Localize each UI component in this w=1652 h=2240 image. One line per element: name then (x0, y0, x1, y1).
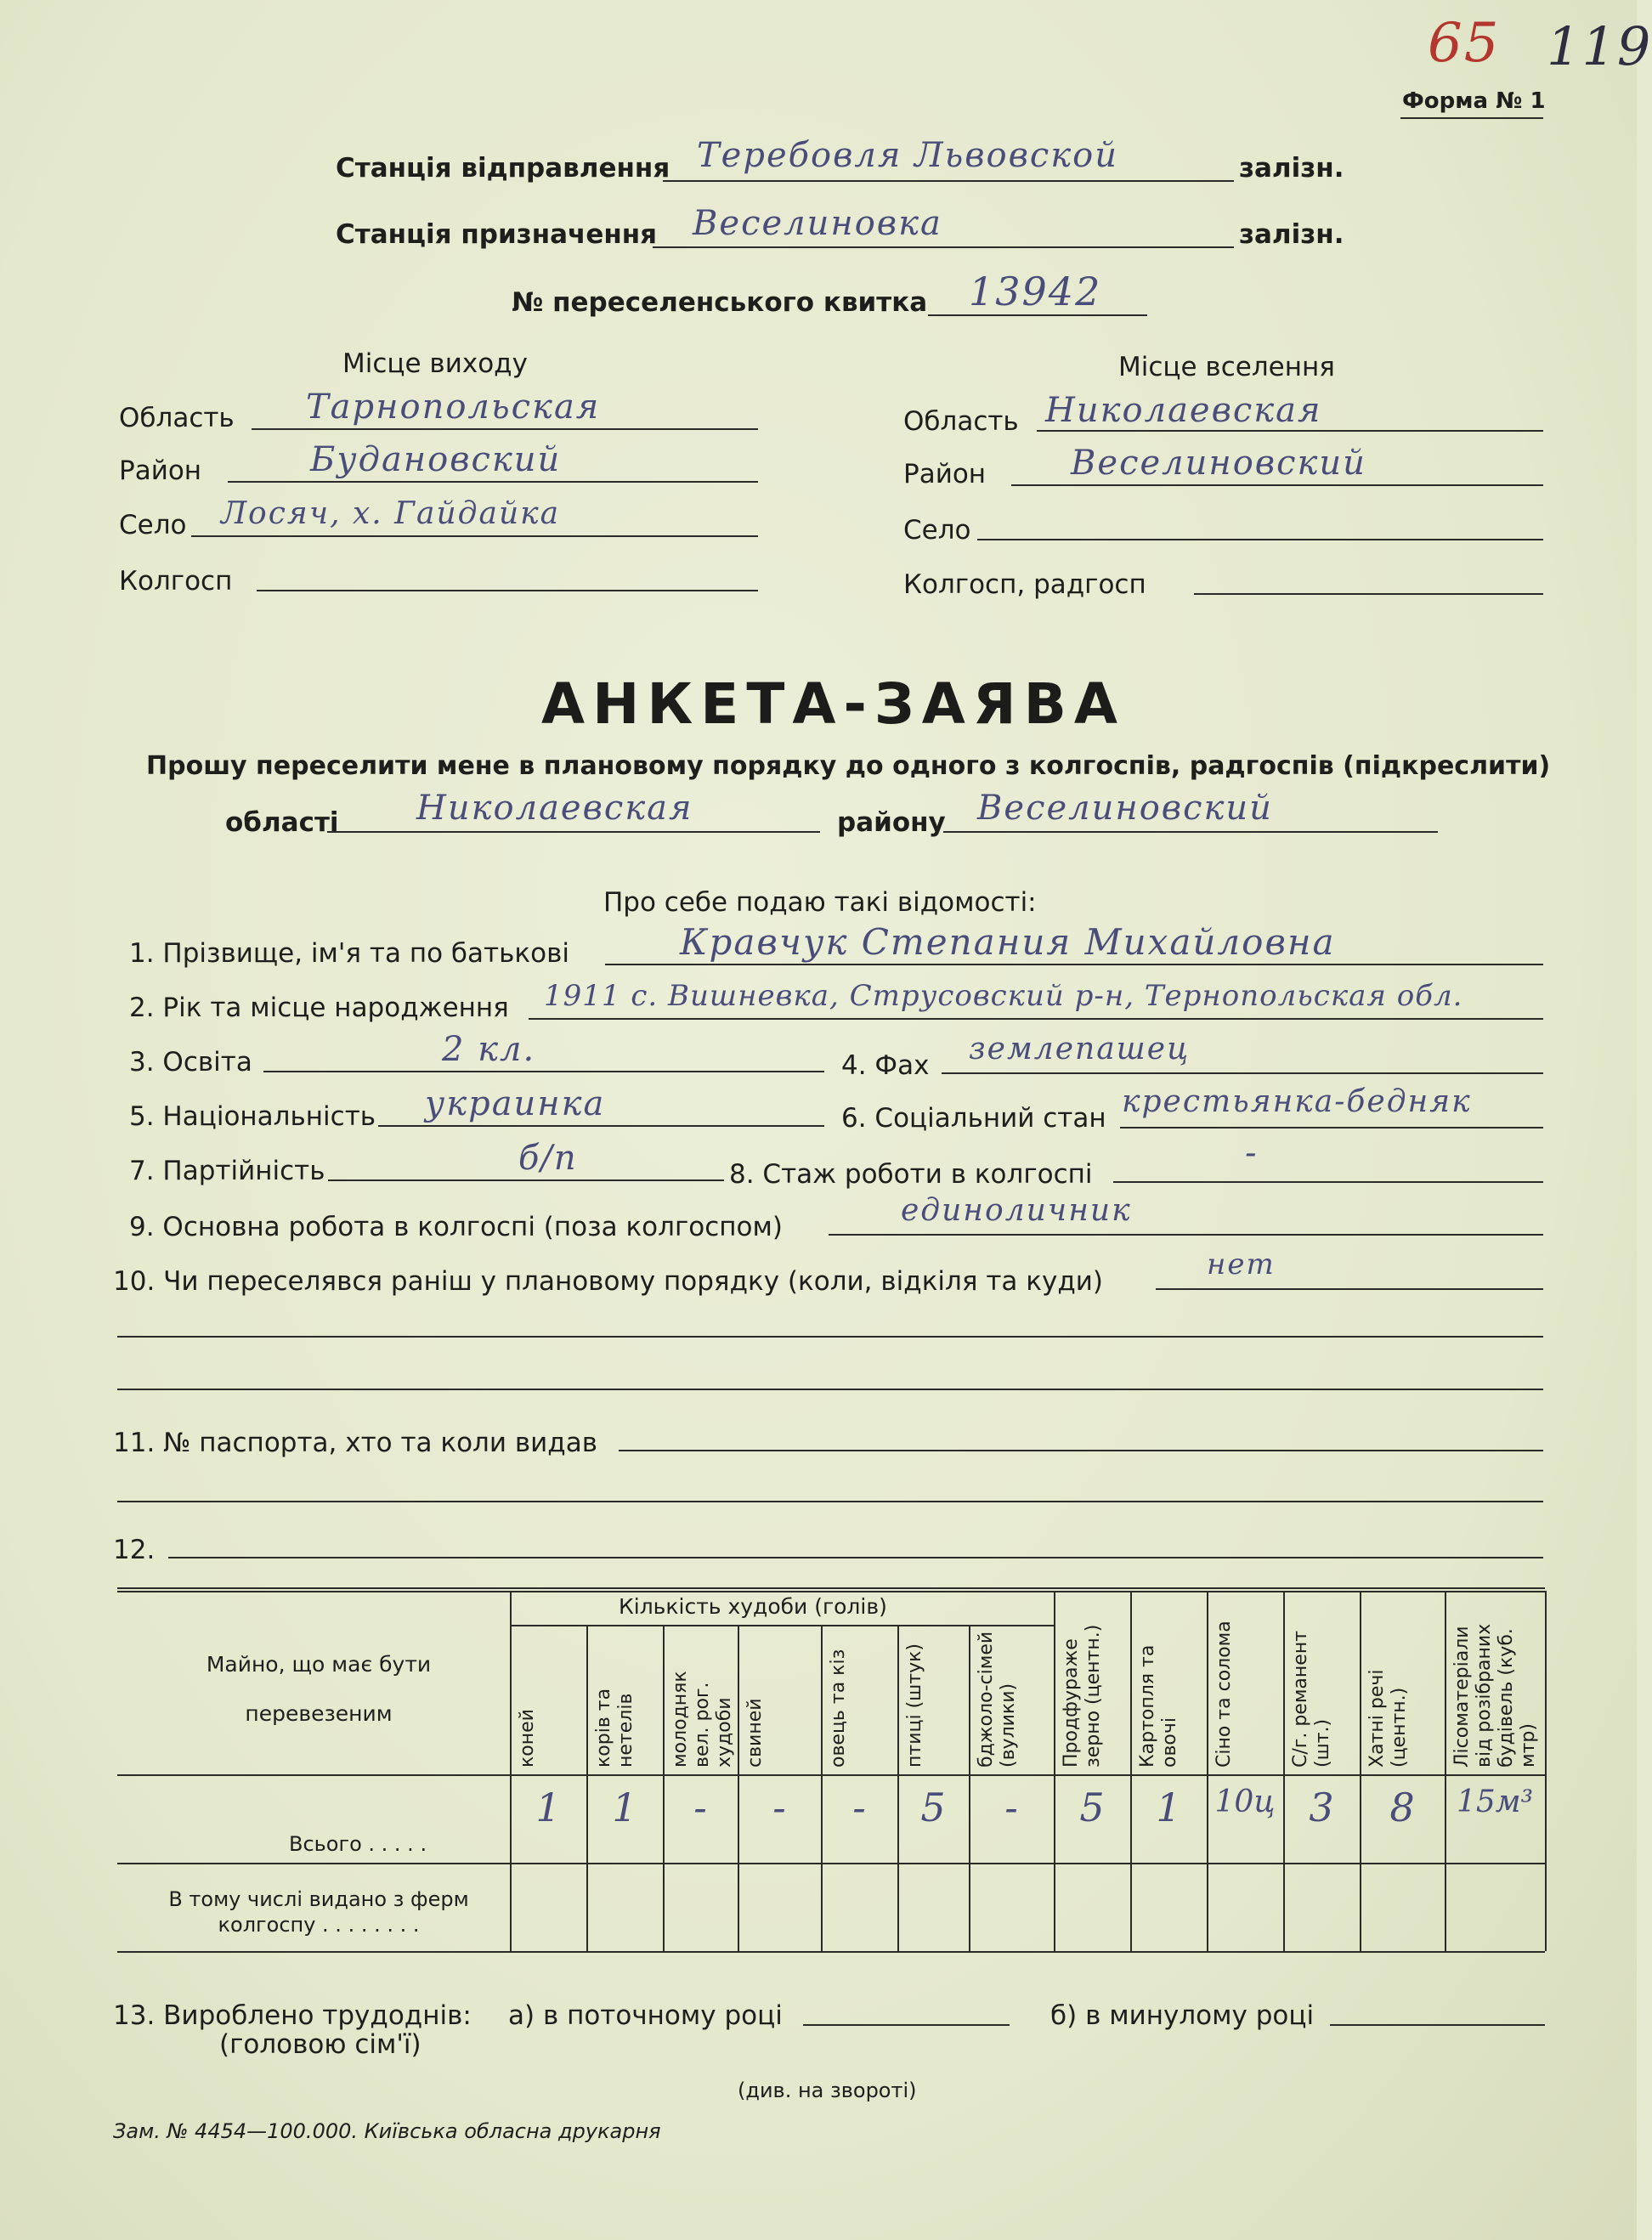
table-column-divider (1207, 1591, 1208, 1951)
origin-selo-value: Лосяч, х. Гайдайка (221, 496, 561, 531)
destination-station-value: Веселиновка (693, 204, 942, 243)
table-column-divider (1545, 1591, 1547, 1951)
table-column-header: свиней (744, 1698, 766, 1768)
livestock-header: Кількість худоби (голів) (619, 1594, 887, 1619)
see-back-note: (див. на звороті) (738, 2079, 917, 2102)
origin-heading: Місце виходу (342, 348, 528, 379)
form-title: АНКЕТА-ЗАЯВА (541, 671, 1126, 737)
rail-label-1: залізн. (1239, 153, 1344, 184)
q3-label: 3. Освіта (129, 1047, 252, 1078)
q1-value: Кравчук Степания Михайловна (680, 921, 1336, 963)
table-column-divider (1283, 1591, 1285, 1951)
rail-label-2: залізн. (1239, 219, 1344, 250)
table-column-header: бджоло-сімей (вулики) (976, 1631, 1019, 1768)
origin-raion-value: Будановский (310, 440, 562, 479)
request-oblast-value: Николаевская (416, 789, 693, 828)
q9-label: 9. Основна робота в колгоспі (поза колгоспом) (129, 1212, 783, 1242)
destination-raion-label: Район (903, 459, 987, 489)
farm-label: В тому числі видано з ферм колгоспу . . . . . . . . (168, 1887, 469, 1937)
q10-label: 10. Чи переселявся раніш у плановому порядку (коли, відкіля та куди) (113, 1266, 1103, 1297)
origin-raion-label: Район (119, 455, 202, 486)
destination-heading: Місце вселення (1118, 352, 1335, 382)
origin-oblast-label: Область (119, 403, 235, 433)
table-total-cell: 5 (920, 1785, 946, 1830)
destination-kolhosp-label: Колгосп, радгосп (903, 569, 1146, 600)
request-text: Прошу переселити мене в плановому порядку до одного з колгоспів, радгоспів (підкреслити) (146, 751, 1551, 781)
ticket-number-label: № переселенського квитка (512, 287, 928, 318)
table-column-divider (1130, 1591, 1132, 1951)
table-column-header: коней (517, 1709, 538, 1768)
destination-raion-value: Веселиновский (1071, 444, 1366, 483)
workdays-previous-label: б) в минулому році (1050, 2000, 1315, 2031)
table-column-divider (510, 1591, 512, 1951)
q7-value: б/п (518, 1139, 578, 1178)
destination-selo-label: Село (903, 515, 971, 546)
q2-value: 1911 с. Вишневка, Струсовский р-н, Тернопольская обл. (544, 979, 1463, 1013)
q7-label: 7. Партійність (129, 1156, 325, 1186)
q12-label: 12. (113, 1535, 156, 1565)
q6-label: 6. Соціальний стан (841, 1103, 1106, 1134)
about-heading: Про себе подаю такі відомості: (603, 887, 1037, 918)
q8-value: - (1245, 1134, 1259, 1173)
table-total-cell: 3 (1309, 1785, 1334, 1830)
request-raion-label: району (837, 807, 946, 838)
request-oblast-label: області (225, 807, 339, 838)
table-column-divider (1445, 1591, 1446, 1951)
total-label: Всього . . . . . (289, 1832, 427, 1856)
table-total-cell: 1 (535, 1785, 561, 1830)
request-raion-value: Веселиновский (977, 789, 1273, 828)
q10-value: нет (1207, 1247, 1276, 1281)
origin-oblast-value: Тарнопольская (306, 387, 601, 427)
table-column-header: С/г. реманент (шт.) (1290, 1630, 1333, 1768)
workdays-label: 13. Вироблено трудоднів: (113, 2000, 472, 2031)
q3-value: 2 кл. (442, 1030, 536, 1069)
destination-oblast-value: Николаевская (1045, 391, 1322, 430)
q9-value: единоличник (901, 1193, 1132, 1228)
table-total-cell: 1 (612, 1785, 637, 1830)
destination-oblast-label: Область (903, 406, 1019, 437)
table-column-header: корів та нетелів (593, 1688, 636, 1768)
origin-selo-label: Село (119, 510, 187, 540)
print-info: Зам. № 4454—100.000. Київська обласна друкарня (113, 2119, 661, 2143)
table-total-cell: - (772, 1785, 786, 1830)
property-label: Майно, що має бути перевезеним (206, 1652, 432, 1726)
table-total-cell: 15м³ (1456, 1785, 1534, 1819)
table-total-cell: 5 (1079, 1785, 1105, 1830)
table-total-cell: - (1004, 1785, 1018, 1830)
departure-station-label: Станція відправлення (336, 153, 670, 184)
q11-label: 11. № паспорта, хто та коли видав (113, 1428, 597, 1458)
table-total-cell: - (693, 1785, 707, 1830)
table-column-header: Продфураже зерно (центн.) (1061, 1624, 1104, 1768)
archive-number-black: 119 (1547, 15, 1652, 77)
q6-value: крестьянка-бедняк (1122, 1084, 1472, 1119)
q5-label: 5. Національність (129, 1101, 376, 1132)
table-column-header: птиці (штук) (904, 1643, 925, 1768)
table-column-header: Сіно та солома (1214, 1621, 1235, 1768)
form-number-label: Форма № 1 (1402, 88, 1546, 114)
q4-value: землепашец (969, 1032, 1191, 1066)
table-total-cell: - (852, 1785, 866, 1830)
table-column-divider (1360, 1591, 1361, 1951)
q5-value: украинка (425, 1084, 606, 1123)
table-column-header: Лісоматеріали від розібраних будівель (куб. мтр) (1451, 1623, 1539, 1768)
table-column-header: молодняк вел. рог. худоби (670, 1671, 735, 1768)
workdays-current-label: а) в поточному році (508, 2000, 783, 2031)
workdays-sub: (головою сім'ї) (219, 2029, 421, 2060)
table-column-divider (1054, 1591, 1055, 1951)
archive-number-red: 65 (1428, 12, 1501, 75)
departure-station-value: Теребовля Львовской (697, 136, 1119, 175)
table-total-cell: 1 (1156, 1785, 1181, 1830)
table-column-header: Хатні речі (центн.) (1366, 1669, 1410, 1768)
q8-label: 8. Стаж роботи в колгоспі (729, 1159, 1093, 1190)
origin-kolhosp-label: Колгосп (119, 566, 233, 597)
q1-label: 1. Прізвище, ім'я та по батькові (129, 938, 569, 969)
table-column-header: Картопля та овочі (1137, 1644, 1180, 1768)
q4-label: 4. Фах (841, 1050, 930, 1081)
q2-label: 2. Рік та місце народження (129, 993, 509, 1023)
table-total-cell: 10ц (1214, 1785, 1276, 1819)
table-total-cell: 8 (1389, 1785, 1415, 1830)
destination-station-label: Станція призначення (336, 219, 658, 250)
ticket-number-value: 13942 (969, 269, 1102, 314)
table-column-header: овець та кіз (828, 1649, 849, 1768)
